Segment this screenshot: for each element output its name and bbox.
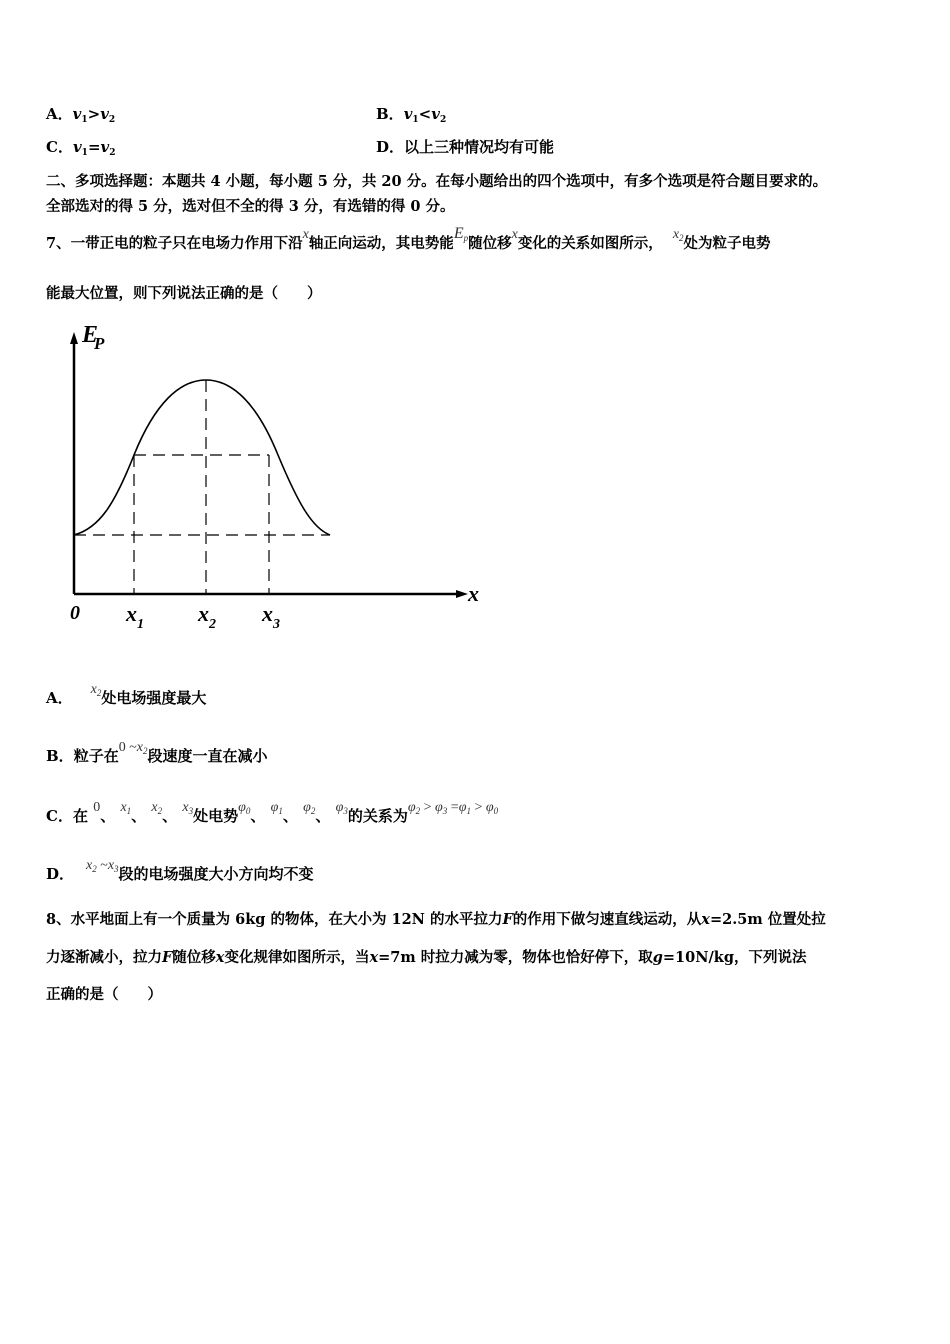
q7-option-a: A． $x_2$处电场强度最大 [46, 682, 207, 707]
tick-x3: $x_3$ [262, 601, 280, 632]
q7-option-b: B．粒子在0 $\sim x_2$段速度一直在减小 [46, 740, 268, 765]
tick-x1: $x_1$ [126, 601, 144, 632]
y-axis-arrow [70, 332, 78, 344]
q6-option-d: D．以上三种情况均有可能 [376, 138, 555, 156]
q7-option-c: C．在 0、 $x_1$、 $x_2$、 $x_3$处电势$\varphi_0$、 $\varphi_1$、 $\varphi_2$、 $\varphi_3$的关系为$\varphi_2 > \varphi_3 =\varphi_1 > \varphi_0$ [46, 800, 499, 825]
q6-option-a: A．$v_1>v_2$ [46, 105, 116, 125]
q7-stem-line1: 7、一带正电的粒子只在电场力作用下沿x轴正向运动，其电势能Ep随位移x变化的关系如图所示，$x_2$处为粒子电势 [46, 225, 771, 252]
x-axis-arrow [456, 590, 468, 598]
y-axis-label: EP [82, 322, 105, 353]
section2-line2: 全部选对的得 5 分，选对但不全的得 3 分，有选错的得 0 分。 [46, 198, 455, 215]
q7-option-d: D． $x_2$ $\sim x_3$段的电场强度大小方向均不变 [46, 858, 314, 883]
q7-stem-line2: 能最大位置，则下列说法正确的是（ ） [46, 285, 322, 302]
section2-line1: 二、多项选择题：本题共 4 小题，每小题 5 分，共 20 分。在每小题给出的四个选项中，有多个选项是符合题目要求的。 [46, 173, 828, 190]
q8-line3: 正确的是（ ） [46, 986, 162, 1003]
q8-line2: 力逐渐减小，拉力F随位移x变化规律如图所示，当x=7m 时拉力减为零，物体也恰好停下，取g=10N/kg，下列说法 [46, 949, 807, 966]
origin-label: 0 [70, 602, 80, 624]
x-axis-label: x [468, 581, 479, 606]
q8-line1: 8、水平地面上有一个质量为 6kg 的物体，在大小为 12N 的水平拉力F的作用下做匀速直线运动，从x=2.5m 位置处拉 [46, 911, 826, 928]
q6-option-b: B．$v_1<v_2$ [376, 105, 447, 125]
ep-x-graph [40, 318, 500, 648]
q6-option-c: C．$v_1=v_2$ [46, 138, 116, 158]
ep-curve [74, 380, 330, 535]
tick-x2: $x_2$ [198, 601, 216, 632]
